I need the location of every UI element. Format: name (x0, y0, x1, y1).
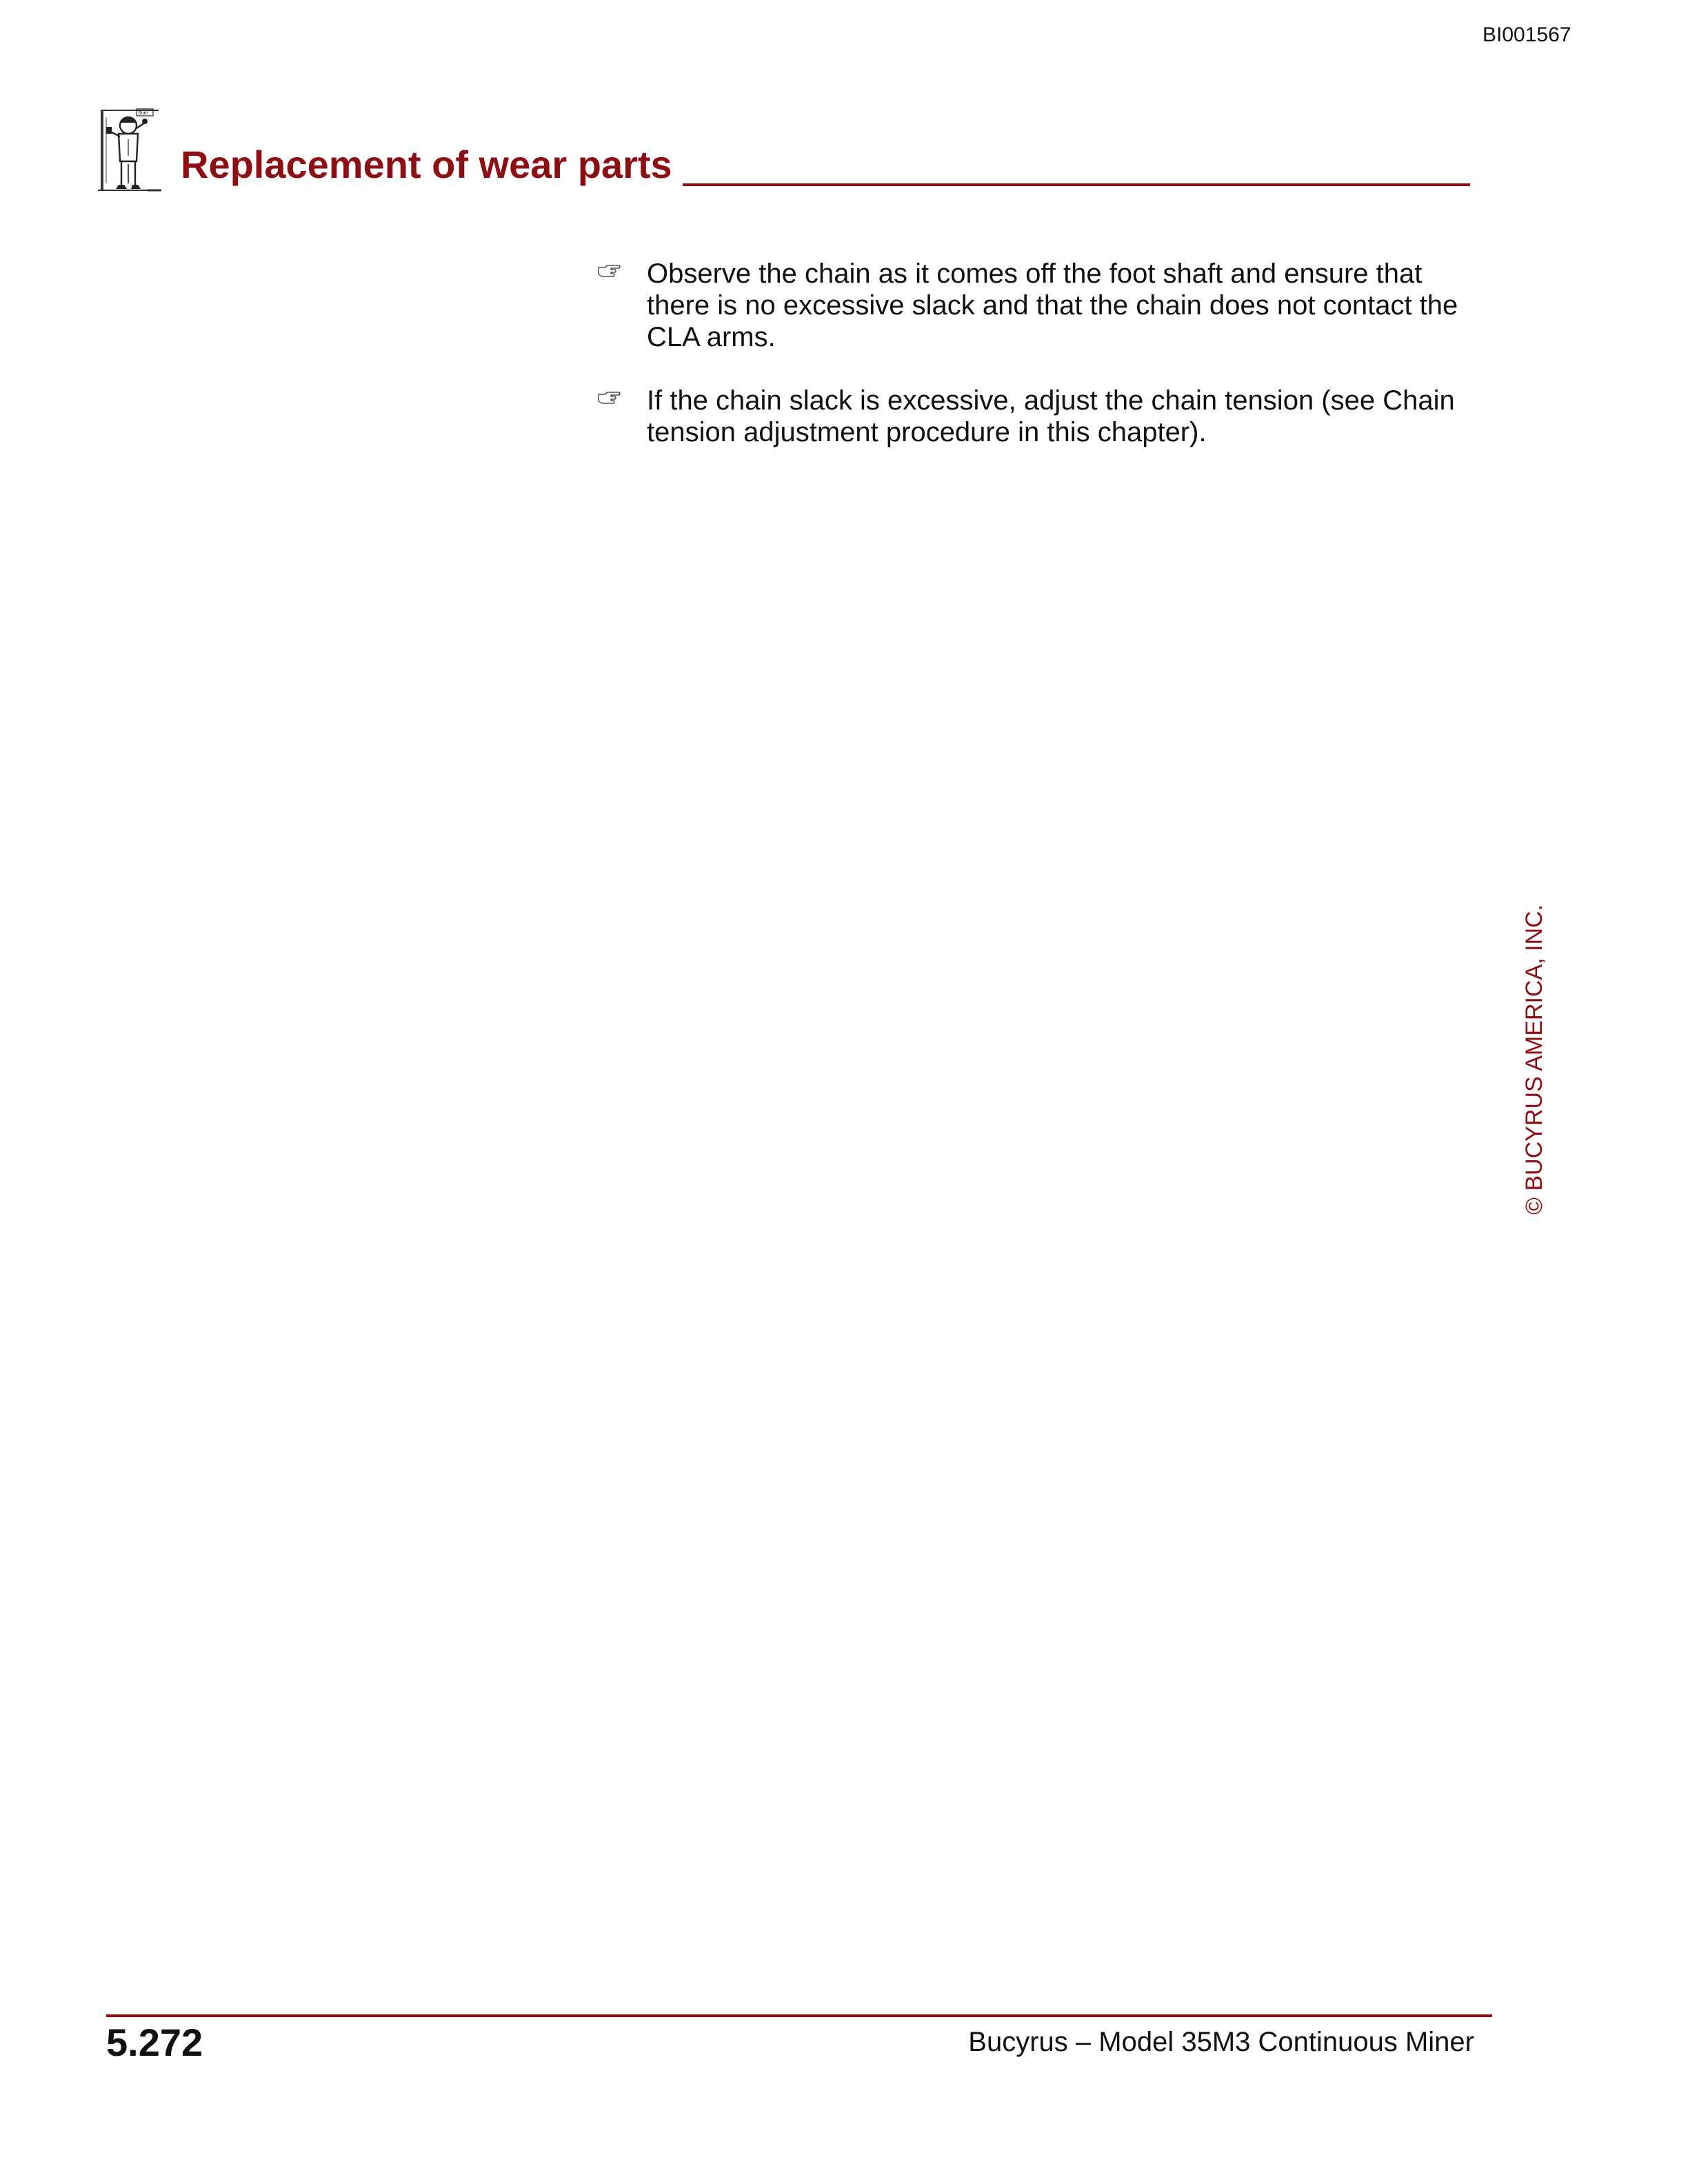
start-label: Start (138, 111, 148, 116)
start-figure-icon (98, 106, 164, 199)
page-number: 5.272 (106, 2021, 203, 2064)
list-item-text: If the chain slack is excessive, adjust the chain tension (see Chain tension adjustment procedure in this chapter). (647, 385, 1455, 447)
list-item-text: Observe the chain as it comes off the foot shaft and ensure that there is no excessive slack and that the chain does not contact the CLA arms. (647, 259, 1458, 352)
section-title: Replacement of wear parts (181, 143, 672, 186)
document-id: BI001567 (1483, 23, 1571, 46)
footer-divider (106, 2014, 1492, 2017)
list-item (597, 385, 1487, 448)
footer-title: Bucyrus – Model 35M3 Continuous Miner (968, 2027, 1474, 2057)
pointing-hand-icon (597, 262, 621, 279)
list-item (597, 258, 1487, 353)
copyright-notice: © BUCYRUS AMERICA, INC. (1521, 904, 1547, 1215)
title-underline (683, 183, 1470, 186)
pointing-hand-icon (597, 389, 621, 405)
instruction-list (597, 258, 1487, 480)
